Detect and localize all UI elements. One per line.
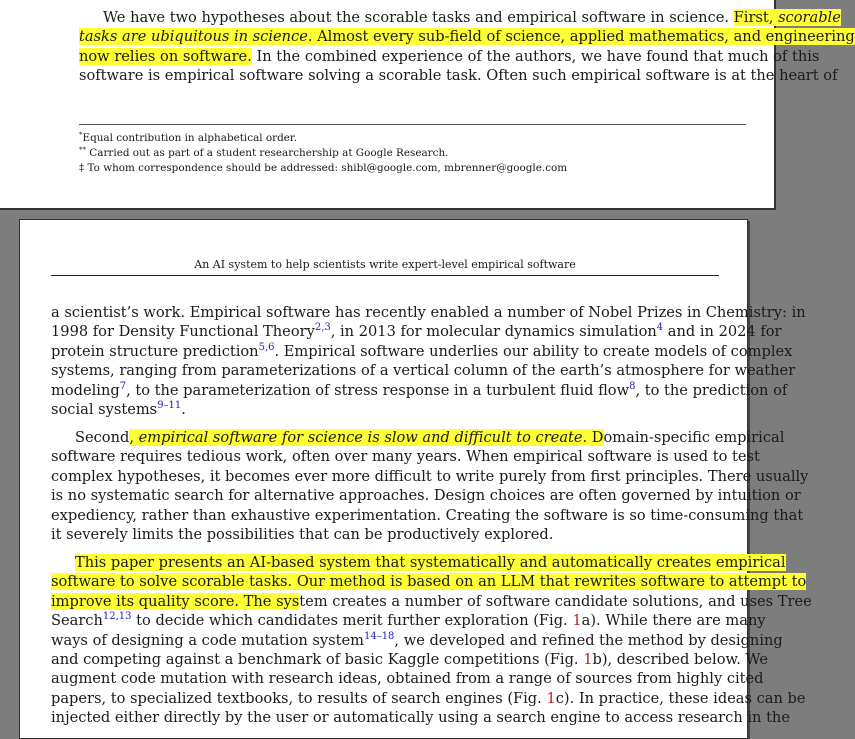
citation-link[interactable]: 8 bbox=[629, 380, 636, 392]
text-line: injected either directly by the user or automatically using a search engine to access research in the bbox=[51, 709, 790, 727]
highlight: tasks are ubiquitous in science. Almost every sub-field of science, applied mathematics, and engineering bbox=[79, 28, 855, 46]
text-line: it severely limits the possibilities that can be productively explored. bbox=[51, 526, 554, 544]
citation-link[interactable]: 9–11 bbox=[157, 400, 182, 412]
figure-link[interactable]: 1 bbox=[583, 651, 593, 669]
text-line: complex hypotheses, it becomes ever more difficult to write purely from first principles. There usually bbox=[51, 467, 809, 485]
text-line bbox=[79, 27, 855, 46]
highlight: , empirical software for science is slow and difficult to create. D bbox=[129, 429, 604, 446]
text-line: papers, to specialized textbooks, to results of search engines (Fig. 1c). In practice, these ideas can be bbox=[51, 689, 806, 707]
footnote: *Equal contribution in alphabetical order. bbox=[79, 131, 298, 144]
body-paragraph bbox=[79, 8, 855, 86]
highlight: improve its quality score. The sys bbox=[51, 592, 300, 610]
citation-link[interactable]: 7 bbox=[119, 380, 127, 392]
text-line: modeling$^7$, to the parameterization of stress response in a turbulent fluid flow$^8$, to the prediction of bbox=[51, 380, 788, 399]
body-paragraph bbox=[51, 303, 806, 419]
text-line: 1998 for Density Functional Theory$^{2,3}$, in 2013 for molecular dynamics simulation$^4$ and in 2024 for bbox=[51, 322, 782, 341]
citation-link[interactable]: 2,3 bbox=[314, 322, 331, 334]
text-line: ways of designing a code mutation system$^{14-18}$, we developed and refined the method by designing bbox=[51, 630, 783, 649]
text-line: a scientist’s work. Empirical software has recently enabled a number of Nobel Prizes in Chemistry: in bbox=[51, 304, 806, 321]
text-line: protein structure prediction$^{5,6}$. Empirical software underlies our ability to create models of complex bbox=[51, 341, 793, 360]
figure-link[interactable]: 1 bbox=[572, 612, 582, 630]
footnote: ‡ To whom correspondence should be addressed: shibl@google.com, mbrenner@google.com bbox=[79, 162, 568, 175]
body-paragraph bbox=[51, 553, 812, 728]
citation-link[interactable]: 14–18 bbox=[363, 630, 395, 642]
body-paragraph bbox=[51, 428, 809, 544]
text-line bbox=[51, 572, 807, 591]
document-page-1 bbox=[0, 0, 855, 210]
figure-link[interactable]: 1 bbox=[546, 689, 556, 707]
text-line: Search$^{12,13}$ to decide which candidates merit further exploration (Fig. 1a). While there are many bbox=[51, 611, 766, 630]
text-line bbox=[51, 553, 786, 572]
citation-link[interactable]: 4 bbox=[656, 322, 664, 334]
text-line: Second, empirical software for science is slow and difficult to create. Domain-specific empirical bbox=[75, 429, 785, 446]
text-line: systems, ranging from parameterizations of a vertical column of the earth’s atmosphere for weather bbox=[51, 362, 796, 380]
citation-link[interactable]: 12,13 bbox=[102, 611, 132, 623]
footnote: ** Carried out as part of a student researchership at Google Research. bbox=[79, 146, 449, 160]
text-line: expediency, rather than exhaustive experimentation. Creating the software is so time-consuming that bbox=[51, 506, 804, 524]
text-line: improve its quality score. The system creates a number of software candidate solutions, and uses Tree bbox=[51, 592, 812, 610]
text-line: software requires tedious work, often over many years. When empirical software is used to test bbox=[51, 448, 760, 466]
document-page-2 bbox=[19, 219, 812, 739]
citation-link[interactable]: 5,6 bbox=[258, 341, 275, 353]
text-line: now relies on software. In the combined experience of the authors, we have found that much of this bbox=[79, 47, 820, 65]
footnotes bbox=[79, 124, 746, 177]
text-line: is no systematic search for alternative approaches. Design choices are often governed by intuition or bbox=[51, 487, 801, 505]
text-line: We have two hypotheses about the scorable tasks and empirical software in science. First, scorable bbox=[103, 9, 841, 26]
highlight: This paper presents an AI-based system that systematically and automatically creates empirical bbox=[75, 554, 786, 571]
highlight: First, scorable bbox=[733, 9, 841, 26]
highlight: software to solve scorable tasks. Our method is based on an LLM that rewrites software to attempt to bbox=[51, 573, 807, 591]
text-line: software is empirical software solving a scorable task. Often such empirical software is at the heart of bbox=[79, 67, 838, 85]
text-line: and competing against a benchmark of basic Kaggle competitions (Fig. 1b), described below. We bbox=[51, 651, 768, 669]
text-line: augment code mutation with research ideas, obtained from a range of sources from highly cited bbox=[51, 670, 764, 688]
highlight: now relies on software. bbox=[79, 47, 252, 65]
running-header: An AI system to help scientists write expert-level empirical software bbox=[51, 258, 719, 276]
text-line: social systems$^{9-11}$. bbox=[51, 400, 186, 419]
